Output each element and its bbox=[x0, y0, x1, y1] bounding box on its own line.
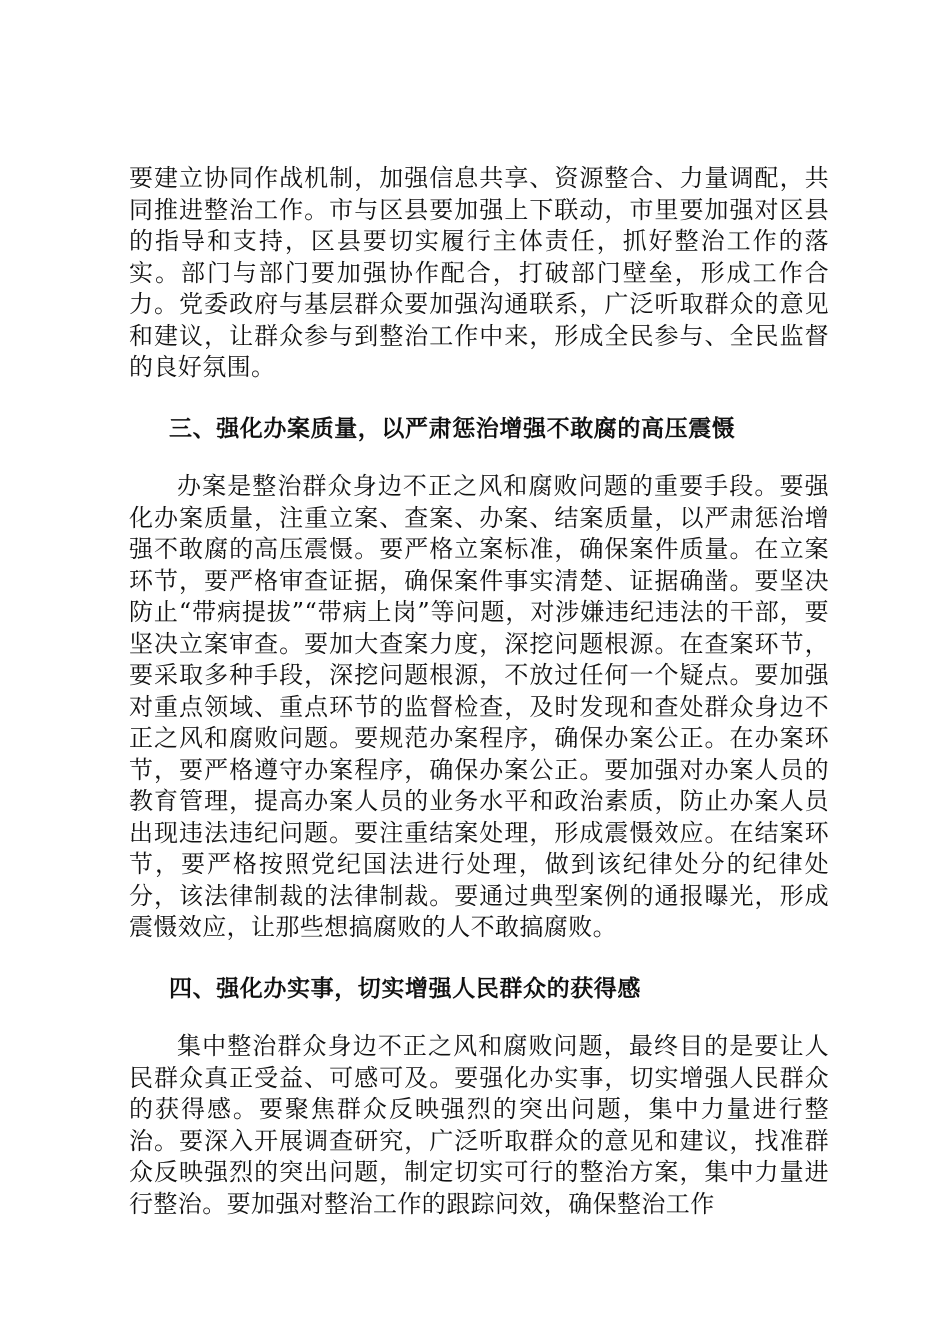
body-paragraph: 集中整治群众身边不正之风和腐败问题，最终目的是要让人民群众真正受益、可感可及。要强化办实事，切实增强人民群众的获得感。要聚焦群众反映强烈的突出问题，集中力量进行整治。要深入开展调查研究，广泛听取群众的意见和建议，找准群众反映强烈的突出问题，制定切实可行的整治方案，集中力量进行整治。要加强对整治工作的跟踪问效，确保整治工作 bbox=[129, 1032, 829, 1218]
section-heading-3: 三、强化办案质量，以严肃惩治增强不敢腐的高压震慑 bbox=[169, 415, 736, 442]
body-paragraph: 要建立协同作战机制，加强信息共享、资源整合、力量调配，共同推进整治工作。市与区县要加强上下联动，市里要加强对区县的指导和支持，区县要切实履行主体责任，抓好整治工作的落实。部门与部门要加强协作配合，打破部门壁垒，形成工作合力。党委政府与基层群众要加强沟通联系，广泛听取群众的意见和建议，让群众参与到整治工作中来，形成全民参与、全民监督的良好氛围。 bbox=[129, 164, 829, 381]
body-paragraph: 办案是整治群众身边不正之风和腐败问题的重要手段。要强化办案质量，注重立案、查案、办案、结案质量，以严肃惩治增强不敢腐的高压震慑。要严格立案标准，确保案件质量。在立案环节，要严格审查证据，确保案件事实清楚、证据确凿。要坚决防止“带病提拔”“带病上岗”等问题，对涉嫌违纪违法的干部，要坚决立案审查。要加大查案力度，深挖问题根源。在查案环节，要采取多种手段，深挖问题根源，不放过任何一个疑点。要加强对重点领域、重点环节的监督检查，及时发现和查处群众身边不正之风和腐败问题。要规范办案程序，确保办案公正。在办案环节，要严格遵守办案程序，确保办案公正。要加强对办案人员的教育管理，提高办案人员的业务水平和政治素质，防止办案人员出现违法违纪问题。要注重结案处理，形成震慑效应。在结案环节，要严格按照党纪国法进行处理，做到该纪律处分的纪律处分，该法律制裁的法律制裁。要通过典型案例的通报曝光，形成震慑效应，让那些想搞腐败的人不敢搞腐败。 bbox=[129, 472, 829, 941]
section-heading-4: 四、强化办实事，切实增强人民群众的获得感 bbox=[169, 975, 641, 1002]
document-body bbox=[129, 163, 829, 1220]
